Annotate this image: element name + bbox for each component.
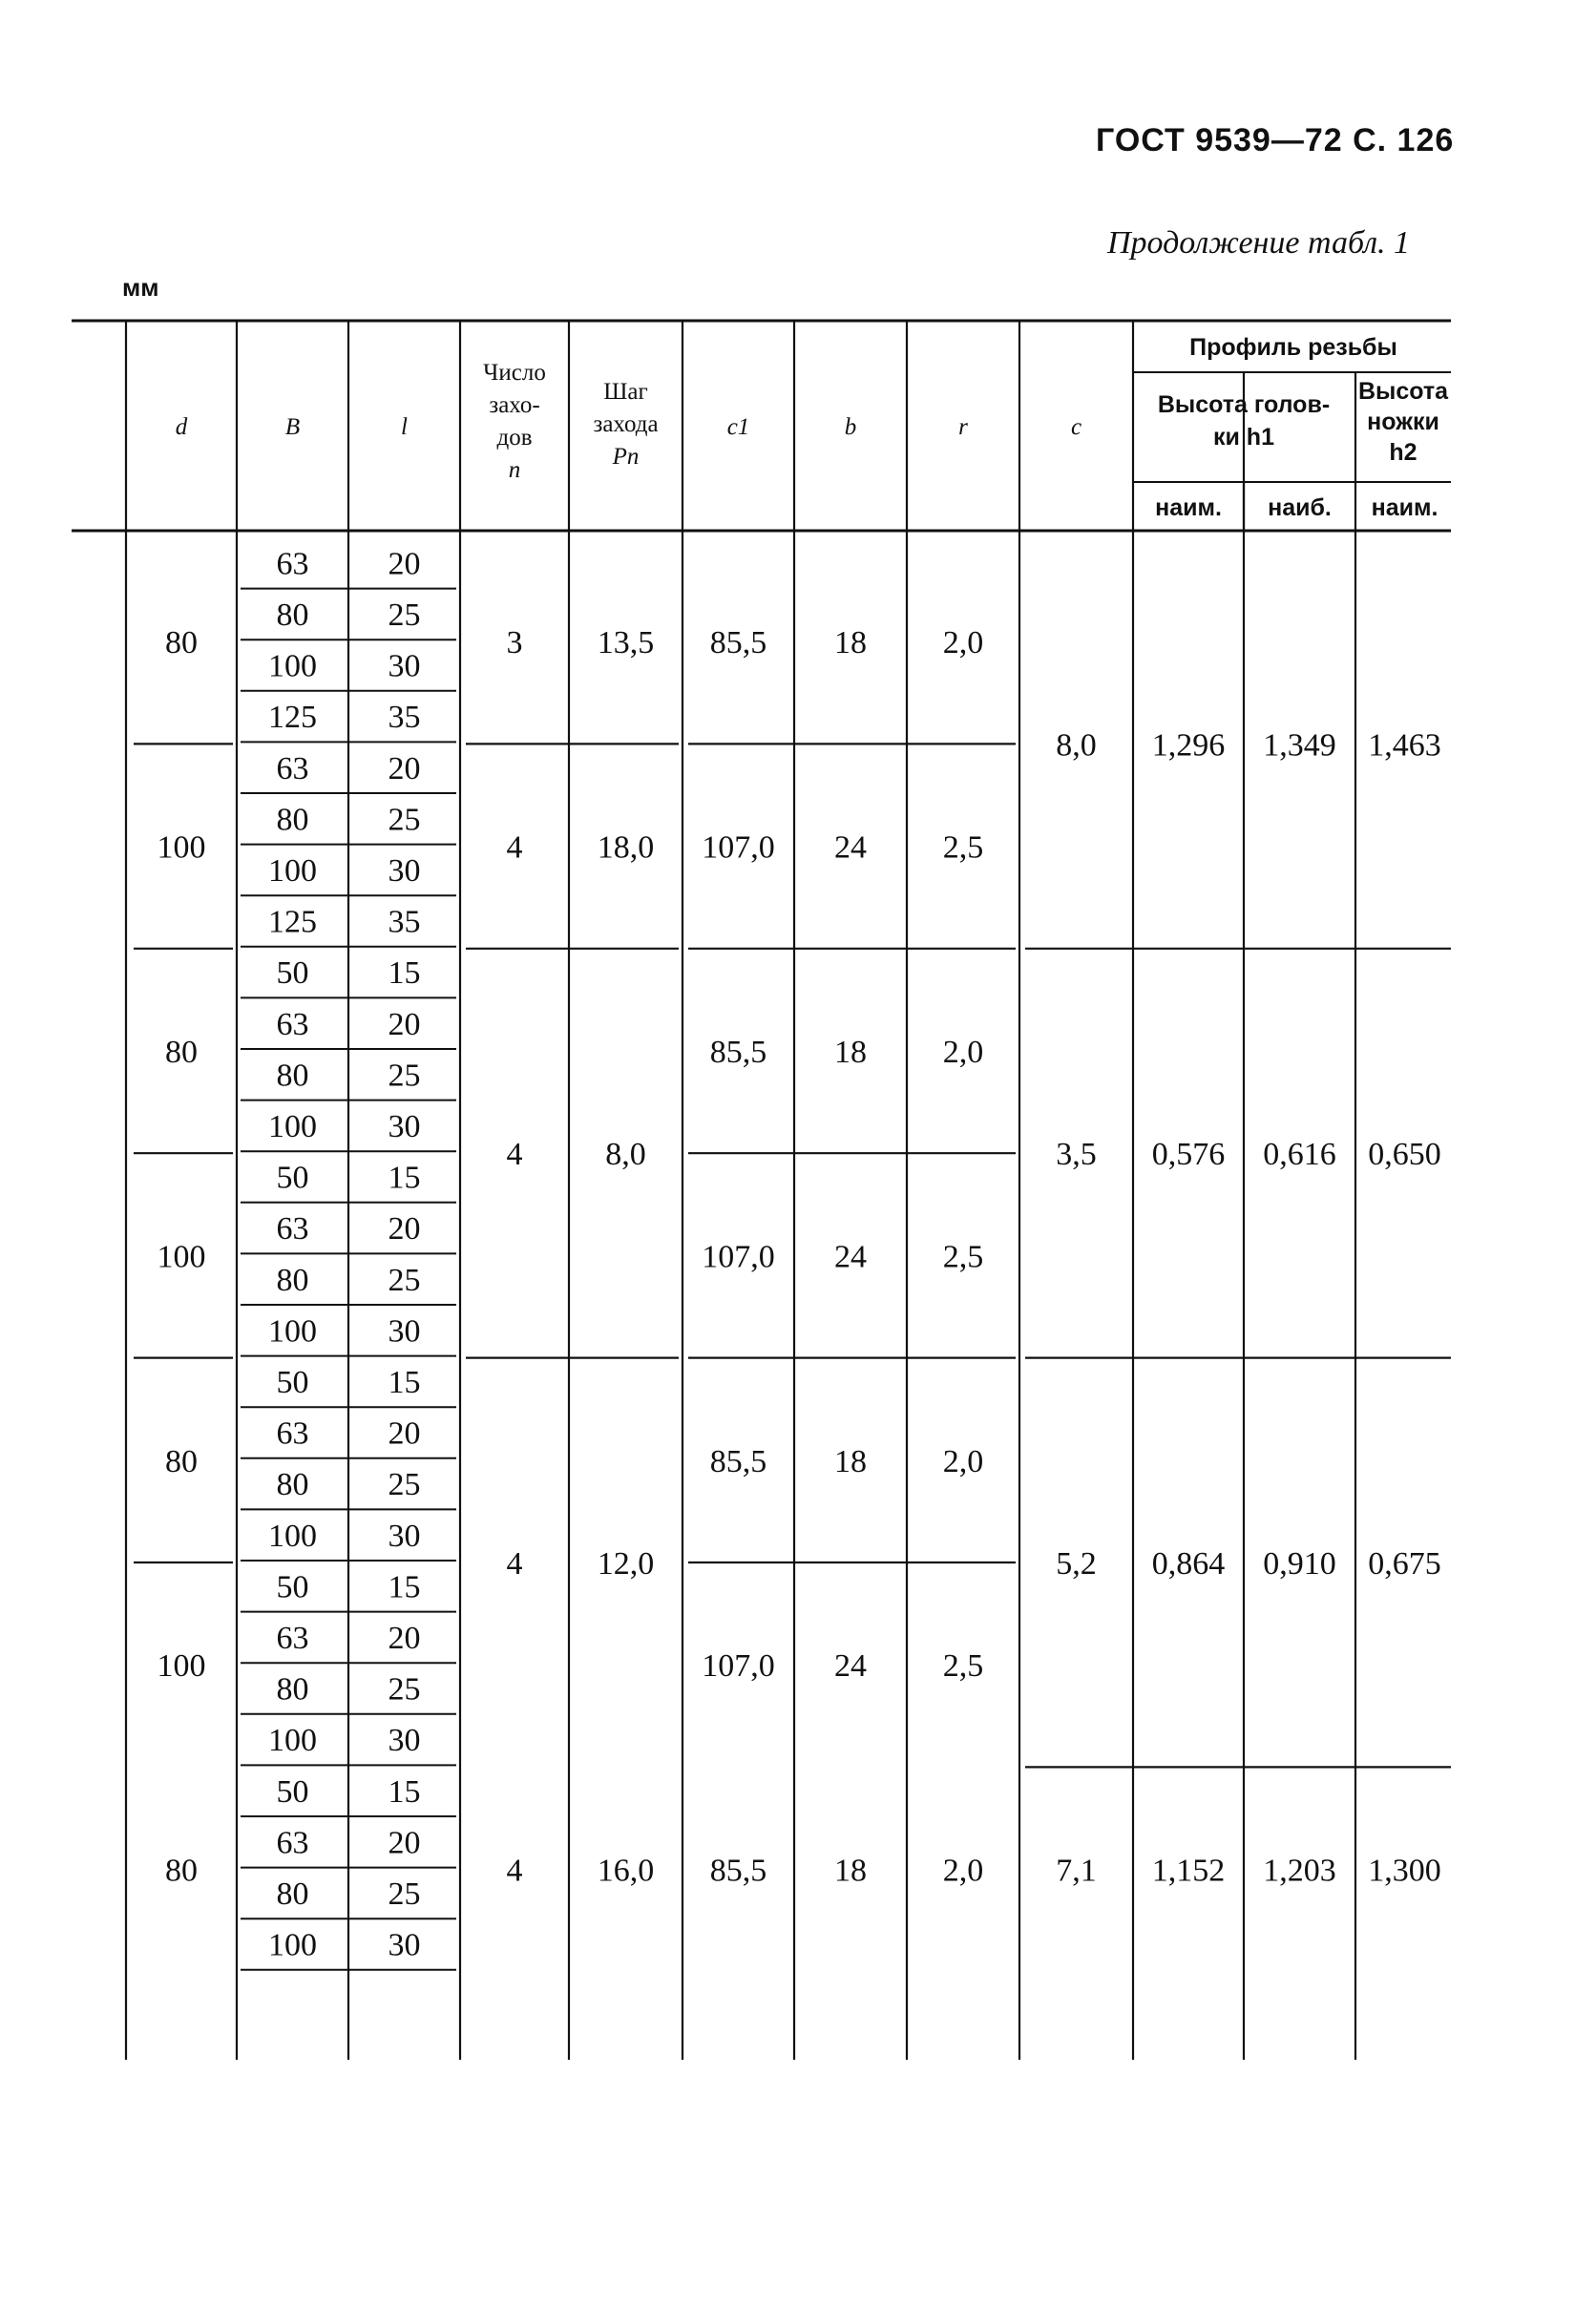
cell-d: 80 (165, 1443, 198, 1479)
header-h1-line: Высота голов- (1157, 391, 1331, 418)
cell-pn: 16,0 (597, 1853, 655, 1889)
cell-B: 80 (276, 1262, 309, 1298)
cell-B: 125 (268, 700, 317, 736)
cell-l: 20 (388, 546, 421, 582)
cell-r: 2,5 (942, 1648, 984, 1685)
cell-l: 20 (388, 1415, 421, 1452)
cell-l: 20 (388, 1006, 421, 1042)
header-b: b (844, 414, 857, 440)
header-n-line: Число (483, 360, 546, 386)
cell-n: 4 (506, 1853, 523, 1889)
cell-d: 80 (165, 1853, 198, 1889)
header-h1-line: ки h1 (1212, 424, 1275, 451)
cell-B: 100 (268, 1313, 317, 1350)
cell-B: 50 (276, 1773, 309, 1810)
cell-n: 4 (506, 1137, 523, 1173)
cell-n: 4 (506, 1546, 523, 1582)
cell-d: 100 (157, 829, 206, 866)
cell-b: 24 (834, 829, 867, 866)
cell-b: 24 (834, 1239, 867, 1275)
cell-l: 30 (388, 1927, 421, 1963)
cell-c1: 85,5 (709, 1853, 767, 1889)
cell-B: 50 (276, 1160, 309, 1196)
cell-r: 2,0 (942, 625, 984, 661)
cell-r: 2,0 (942, 1035, 984, 1070)
cell-c: 8,0 (1056, 727, 1097, 764)
header-h1-min: наим. (1155, 494, 1222, 521)
header-h1-max: наиб. (1268, 494, 1332, 521)
cell-r: 2,5 (942, 1239, 984, 1275)
header-B: B (284, 414, 301, 440)
cell-n: 4 (506, 829, 523, 866)
cell-l: 20 (388, 1621, 421, 1657)
cell-d: 80 (165, 625, 198, 661)
cell-l: 25 (388, 1262, 421, 1298)
cell-h1-max: 0,910 (1263, 1546, 1336, 1582)
cell-B: 125 (268, 904, 317, 940)
cell-b: 18 (834, 1443, 867, 1479)
cell-B: 50 (276, 955, 309, 992)
cell-d: 100 (157, 1239, 206, 1275)
cell-l: 30 (388, 1518, 421, 1554)
cell-c1: 107,0 (702, 1239, 775, 1275)
cell-B: 63 (276, 1006, 309, 1042)
cell-h1-min: 1,296 (1151, 727, 1226, 764)
cell-l: 15 (388, 1160, 421, 1196)
cell-B: 80 (276, 1671, 309, 1708)
cell-l: 30 (388, 1313, 421, 1350)
cell-h1-max: 0,616 (1263, 1137, 1336, 1173)
cell-B: 100 (268, 648, 317, 684)
cell-B: 100 (268, 853, 317, 890)
cell-l: 25 (388, 1467, 421, 1503)
header-h2-line: Высота (1357, 378, 1449, 405)
header-c1: c1 (726, 414, 750, 440)
header-pn-line: Pn (612, 444, 640, 470)
cell-b: 18 (834, 625, 867, 661)
units-label: мм (122, 273, 159, 302)
header-pn-line: захода (593, 411, 659, 437)
table-continuation-note: Продолжение табл. 1 (1107, 225, 1411, 261)
cell-pn: 12,0 (597, 1546, 655, 1582)
cell-h1-min: 0,864 (1151, 1546, 1226, 1582)
header-h2-line: ножки (1367, 409, 1439, 435)
cell-b: 18 (834, 1853, 867, 1889)
cell-B: 100 (268, 1518, 317, 1554)
cell-h2-min: 1,463 (1368, 727, 1441, 764)
cell-l: 20 (388, 750, 421, 786)
cell-B: 63 (276, 1621, 309, 1657)
cell-B: 80 (276, 1058, 309, 1094)
header-d: d (175, 414, 188, 440)
header-c: c (1070, 414, 1082, 440)
header-n-line: захо- (489, 392, 540, 418)
cell-B: 100 (268, 1723, 317, 1759)
cell-c: 7,1 (1056, 1853, 1097, 1889)
cell-l: 20 (388, 1211, 421, 1247)
document-header: ГОСТ 9539—72 С. 126 (1096, 122, 1455, 158)
cell-l: 35 (388, 700, 421, 736)
header-pn-line: Шаг (603, 379, 648, 405)
cell-B: 63 (276, 1825, 309, 1861)
cell-h2-min: 0,650 (1368, 1137, 1441, 1173)
header-n-line: дов (496, 425, 533, 451)
cell-c1: 85,5 (709, 1443, 767, 1479)
cell-h2-min: 0,675 (1368, 1546, 1441, 1582)
cell-h1-min: 1,152 (1151, 1853, 1226, 1889)
cell-c1: 85,5 (709, 625, 767, 661)
cell-B: 80 (276, 1467, 309, 1503)
cell-r: 2,5 (942, 829, 984, 866)
cell-h1-max: 1,349 (1263, 727, 1336, 764)
header-r: r (958, 414, 968, 440)
cell-B: 50 (276, 1365, 309, 1401)
cell-n: 3 (506, 625, 523, 661)
cell-l: 15 (388, 1365, 421, 1401)
cell-l: 15 (388, 1569, 421, 1605)
cell-h1-min: 0,576 (1151, 1137, 1226, 1173)
cell-B: 63 (276, 1211, 309, 1247)
header-h2-line: h2 (1389, 439, 1418, 466)
cell-l: 25 (388, 802, 421, 838)
cell-B: 63 (276, 750, 309, 786)
cell-l: 25 (388, 597, 421, 634)
cell-pn: 8,0 (605, 1137, 646, 1173)
cell-pn: 13,5 (597, 625, 655, 661)
cell-B: 80 (276, 597, 309, 634)
header-profile: Профиль резьбы (1189, 334, 1397, 361)
cell-B: 100 (268, 1927, 317, 1963)
cell-l: 30 (388, 648, 421, 684)
cell-l: 30 (388, 853, 421, 890)
cell-c1: 107,0 (702, 1648, 775, 1685)
cell-l: 15 (388, 1773, 421, 1810)
cell-l: 25 (388, 1058, 421, 1094)
header-l: l (401, 414, 408, 440)
cell-c: 3,5 (1056, 1137, 1097, 1173)
header-h2-min: наим. (1371, 494, 1438, 521)
cell-pn: 18,0 (597, 829, 655, 866)
cell-l: 30 (388, 1723, 421, 1759)
cell-B: 80 (276, 802, 309, 838)
cell-h2-min: 1,300 (1368, 1853, 1441, 1889)
cell-r: 2,0 (942, 1443, 984, 1479)
cell-B: 100 (268, 1109, 317, 1145)
cell-c1: 107,0 (702, 829, 775, 866)
cell-d: 80 (165, 1035, 198, 1070)
cell-c1: 85,5 (709, 1035, 767, 1070)
cell-c: 5,2 (1056, 1546, 1097, 1582)
cell-h1-max: 1,203 (1263, 1853, 1336, 1889)
cell-l: 35 (388, 904, 421, 940)
header-n-line: n (508, 457, 521, 483)
cell-b: 18 (834, 1035, 867, 1070)
cell-l: 30 (388, 1109, 421, 1145)
cell-d: 100 (157, 1648, 206, 1685)
cell-l: 20 (388, 1825, 421, 1861)
cell-B: 63 (276, 546, 309, 582)
cell-b: 24 (834, 1648, 867, 1685)
cell-l: 25 (388, 1671, 421, 1708)
cell-B: 63 (276, 1415, 309, 1452)
cell-B: 50 (276, 1569, 309, 1605)
cell-l: 15 (388, 955, 421, 992)
cell-l: 25 (388, 1876, 421, 1913)
cell-r: 2,0 (942, 1853, 984, 1889)
cell-B: 80 (276, 1876, 309, 1913)
